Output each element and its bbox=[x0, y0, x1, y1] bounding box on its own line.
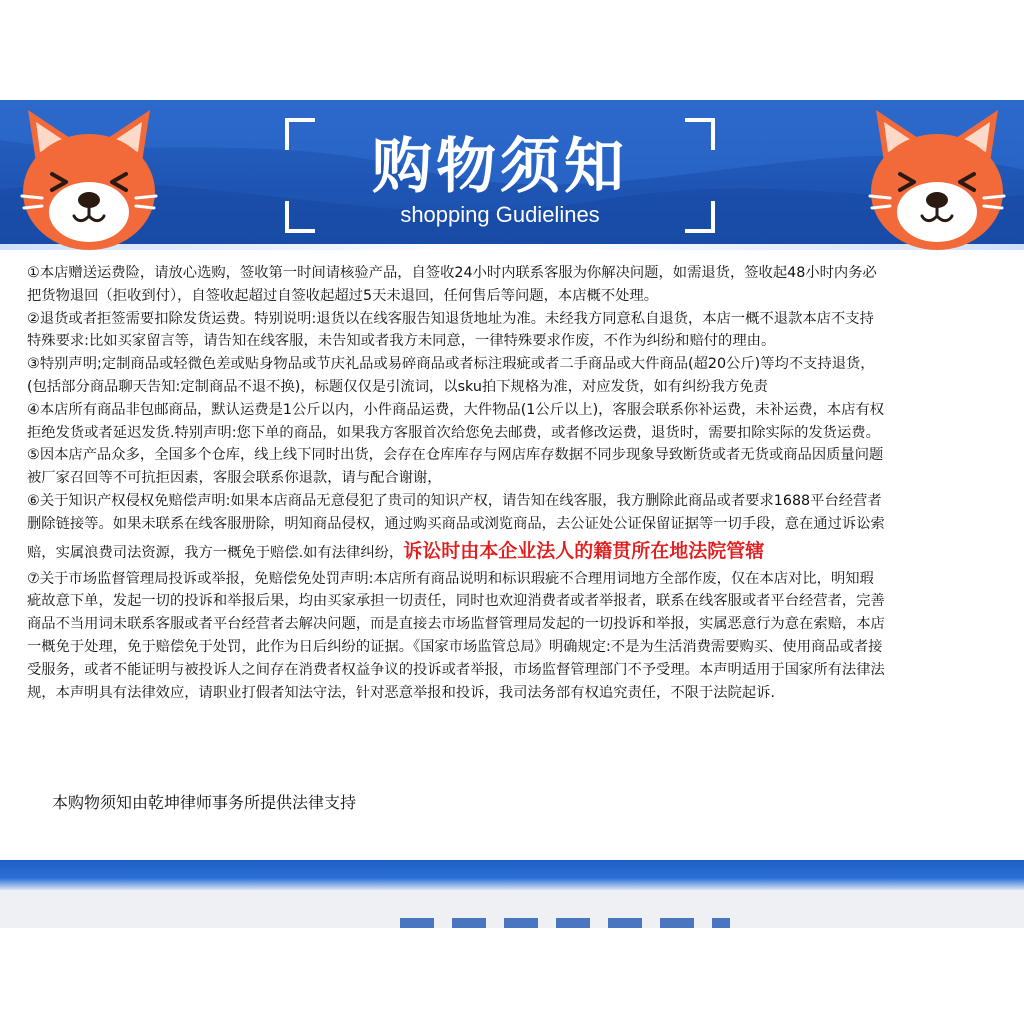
rule-6-line-3 bbox=[27, 536, 1012, 568]
rule-2-line-1: ②退货或者拒签需要扣除发货运费。特别说明:退货以在线客服告知退货地址为准。未经我方同意私自退货，本店一概不退款本店不支持 bbox=[27, 310, 874, 327]
rule-7-line-3: 商品不当用词未联系客服或者平台经营者去解决问题，而是直接去市场监督管理局发起的一切投诉和举报，实属恶意行为意在索赔，本店 bbox=[27, 616, 885, 633]
cat-mascot-icon bbox=[862, 104, 1012, 254]
rule-6-line-1: ⑥关于知识产权侵权免赔偿声明:如果本店商品无意侵犯了贵司的知识产权，请告知在线客服，我方删除此商品或者要求1688平台经营者 bbox=[27, 492, 882, 509]
rule-4-line-2: 拒绝发货或者延迟发货.特别声明:您下单的商品，如果我方客服首次给您免去邮费，或者修改运费，退货时，需要扣除实际的发货运费。 bbox=[27, 424, 880, 441]
banner-title-box bbox=[285, 118, 715, 233]
page-title: 购物须知 bbox=[372, 132, 628, 202]
rule-7-line-4: 一概免于处理，免于赔偿免于处罚，此作为日后纠纷的证据。《国家市场监管总局》明确规定:不是为生活消费需要购买、使用商品或者接 bbox=[27, 638, 883, 655]
rule-7-line-5: 受服务，或者不能证明与被投诉人之间存在消费者权益争议的投诉或者举报，市场监督管理部门不予受理。本声明适用于国家所有法律法 bbox=[27, 661, 885, 678]
rule-3-line-2: (包括部分商品聊天告知:定制商品不退不换)，标题仅仅是引流词，以sku拍下规格为准，对应发货，如有纠纷我方免责 bbox=[27, 378, 768, 395]
page-subtitle: shopping Gudielines bbox=[400, 202, 600, 227]
rule-1-line-2: 把货物退回（拒收到付），自签收起超过自签收起超过5天未退回，任何售后等问题，本店概不处理。 bbox=[27, 287, 659, 304]
rule-6-line-3-text: 赔，实属浪费司法资源，我方一概免于赔偿.如有法律纠纷， bbox=[27, 544, 404, 561]
bottom-cut-off-heading bbox=[400, 918, 730, 928]
rule-7-line-2: 疵故意下单，发起一切的投诉和举报后果，均由买家承担一切责任，同时也欢迎消费者或者举报者，联系在线客服或者平台经营者，完善 bbox=[27, 593, 885, 610]
bottom-banner-fragment bbox=[0, 860, 1024, 928]
rule-4-line-1: ④本店所有商品非包邮商品，默认运费是1公斤以内，小件商品运费，大件物品(1公斤以上)，客服会联系你补运费，未补运费，本店有权 bbox=[27, 401, 885, 418]
rule-1-line-1: ①本店赠送运费险，请放心选购，签收第一时间请核验产品，自签收24小时内联系客服为你解决问题，如需退货，签收起48小时内务必 bbox=[27, 265, 877, 281]
legal-support-note: 本购物须知由乾坤律师事务所提供法律支持 bbox=[52, 793, 357, 812]
rule-2-line-2: 特殊要求:比如买家留言等，请告知在线客服，未告知或者我方未同意，一律特殊要求作废，不作为纠纷和赔付的理由。 bbox=[27, 333, 776, 350]
rule-7-line-1: ⑦关于市场监督管理局投诉或举报，免赔偿免处罚声明:本店所有商品说明和标识瑕疵不合理用词地方全部作废，仅在本店对比，明知瑕 bbox=[27, 570, 874, 587]
guidelines-content bbox=[27, 262, 1012, 704]
rule-7-line-6: 规，本声明具有法律效应，请职业打假者知法守法，针对恶意举报和投诉，我司法务部有权追究责任，不限于法院起诉. bbox=[27, 684, 775, 701]
cat-mascot-icon bbox=[14, 104, 164, 254]
rule-5-line-2: 被厂家召回等不可抗拒因素，客服会联系你退款，请与配合谢谢， bbox=[27, 470, 442, 487]
jurisdiction-highlight: 诉讼时由本企业法人的籍贯所在地法院管辖 bbox=[403, 539, 765, 562]
rule-3-line-1: ③特别声明;定制商品或轻微色差或贴身物品或节庆礼品或易碎商品或者标注瑕疵或者二手商品或大件商品(超20公斤)等均不支持退货， bbox=[27, 356, 875, 373]
bottom-banner-blue-strip bbox=[0, 860, 1024, 890]
rule-6-line-2: 删除链接等。如果未联系在线客服册除，明知商品侵权，通过购买商品或浏览商品，去公证处公证保留证据等一切手段，意在通过诉讼索 bbox=[27, 515, 885, 532]
rule-5-line-1: ⑤因本店产品众多，全国多个仓库，线上线下同时出货，会存在仓库库存与网店库存数据不同步现象导致断货或者无货或商品因质量问题 bbox=[27, 447, 884, 464]
